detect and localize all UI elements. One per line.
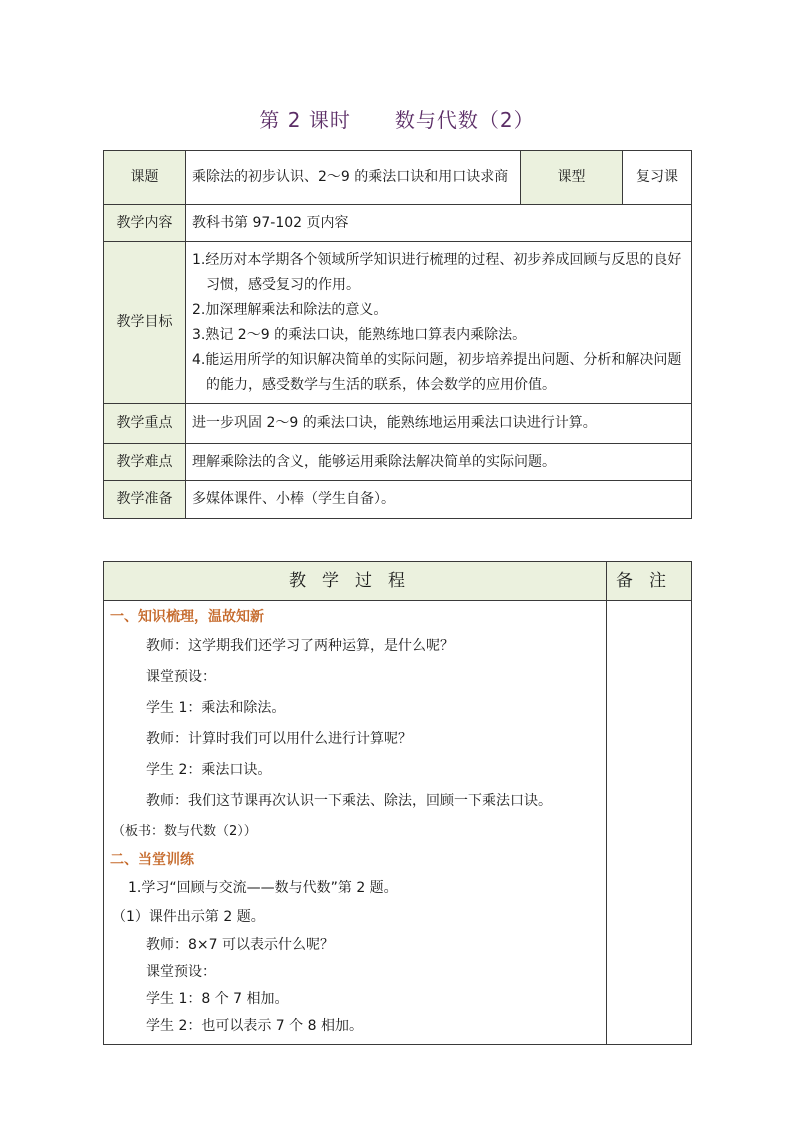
section-heading: 一、知识梳理，温故知新 [110, 609, 264, 625]
lesson-topic: 数与代数（2） [394, 108, 535, 132]
process-header: 教学过程 [104, 562, 607, 601]
content-value: 教科书第 97-102 页内容 [186, 205, 692, 242]
dialogue-line: 学生 2：也可以表示 7 个 8 相加。 [146, 1018, 363, 1034]
content-label: 教学内容 [104, 205, 186, 242]
dialogue-line: 教师：计算时我们可以用什么进行计算呢？ [146, 731, 412, 747]
goal-item: 2.加深理解乘法和除法的意义。 [192, 301, 388, 318]
prep-value: 多媒体课件、小棒（学生自备）。 [186, 481, 692, 519]
remarks-header: 备注 [607, 562, 692, 601]
remarks-cell [607, 601, 692, 1045]
board-note: （板书：数与代数（2）） [112, 824, 257, 839]
lesson-info-table [103, 150, 692, 519]
dialogue-line: 学生 1：8 个 7 相加。 [146, 991, 289, 1007]
difficulty-value: 理解乘除法的含义，能够运用乘除法解决简单的实际问题。 [186, 444, 692, 481]
process-body-row [104, 601, 692, 1045]
difficulty-row [104, 444, 692, 481]
goals-label: 教学目标 [104, 242, 186, 404]
page-title [0, 104, 794, 133]
type-label: 课型 [521, 151, 623, 205]
process-content [104, 601, 607, 1045]
goals-list [186, 242, 692, 404]
goals-row [104, 242, 692, 404]
dialogue-line: 学生 1：乘法和除法。 [146, 700, 286, 716]
key-label: 教学重点 [104, 404, 186, 444]
type-value: 复习课 [623, 151, 692, 205]
section-heading: 二、当堂训练 [110, 852, 194, 868]
prep-label: 教学准备 [104, 481, 186, 519]
prep-row [104, 481, 692, 519]
exercise-subitem: （1）课件出示第 2 题。 [112, 909, 265, 925]
content-row [104, 205, 692, 242]
dialogue-line: 教师：8×7 可以表示什么呢？ [146, 937, 334, 953]
teaching-process-table [103, 561, 692, 1045]
topic-label: 课题 [104, 151, 186, 205]
difficulty-label: 教学难点 [104, 444, 186, 481]
goal-item: 3.熟记 2～9 的乘法口诀，能熟练地口算表内乘除法。 [192, 326, 527, 343]
process-header-row [104, 562, 692, 601]
key-value: 进一步巩固 2～9 的乘法口诀，能熟练地运用乘法口诀进行计算。 [186, 404, 692, 444]
goal-item: 4.能运用所学的知识解决简单的实际问题，初步培养提出问题、分析和解决问题的能力，感受数学与生活的联系，体会数学的应用价值。 [192, 351, 682, 393]
exercise-item: 1.学习“回顾与交流——数与代数”第 2 题。 [128, 880, 398, 896]
lesson-number: 第 2 课时 [259, 108, 351, 132]
dialogue-line: 教师：这学期我们还学习了两种运算，是什么呢？ [146, 638, 454, 654]
dialogue-line: 课堂预设： [146, 964, 216, 980]
goal-item: 1.经历对本学期各个领域所学知识进行梳理的过程、初步养成回顾与反思的良好习惯，感受复习的作用。 [192, 251, 682, 293]
dialogue-line: 课堂预设： [146, 669, 216, 685]
dialogue-line: 学生 2：乘法口诀。 [146, 762, 272, 778]
topic-value: 乘除法的初步认识、2～9 的乘法口诀和用口诀求商 [186, 151, 521, 205]
dialogue-line: 教师：我们这节课再次认识一下乘法、除法，回顾一下乘法口诀。 [146, 793, 552, 809]
key-row [104, 404, 692, 444]
topic-row [104, 151, 692, 205]
